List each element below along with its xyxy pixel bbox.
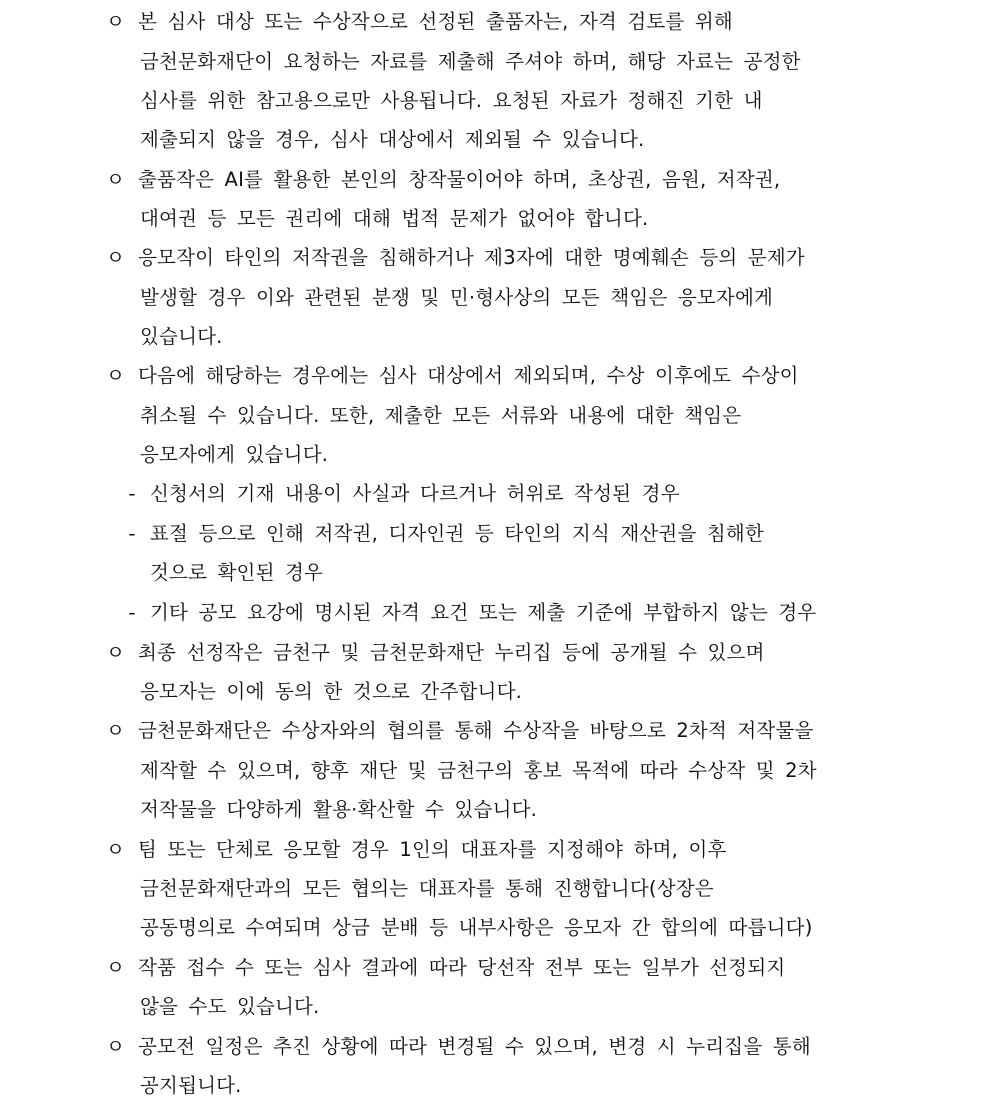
bullet-marker: ㅇ [106,641,126,664]
line-text: 대여권 등 모든 권리에 대해 법적 문제가 없어야 합니다. [140,207,649,230]
line-text: 공모전 일정은 추진 상황에 따라 변경될 수 있으며, 변경 시 누리집을 통해 [138,1035,811,1058]
bullet-marker: ㅇ [106,364,126,387]
dash-marker: - [128,482,136,505]
line-text: 취소될 수 있습니다. 또한, 제출한 모든 서류와 내용에 대한 책임은 [140,404,742,427]
line-text: 다음에 해당하는 경우에는 심사 대상에서 제외되며, 수상 이후에도 수상이 [138,364,799,387]
line-text: 표절 등으로 인해 저작권, 디자인권 등 타인의 지식 재산권을 침해한 [150,522,764,545]
line-text: 있습니다. [140,325,223,348]
line-text: 작품 접수 수 또는 심사 결과에 따라 당선작 전부 또는 일부가 선정되지 [138,956,786,979]
bullet-marker: ㅇ [106,719,126,742]
line-text: 신청서의 기재 내용이 사실과 다르거나 허위로 작성된 경우 [150,482,680,505]
line-text: 금천문화재단과의 모든 협의는 대표자를 통해 진행합니다(상장은 [140,877,714,900]
bullet-marker: ㅇ [106,10,126,33]
line-text: 출품작은 AI를 활용한 본인의 창작물이어야 하며, 초상권, 음원, 저작권, [138,168,781,191]
line-text: 공동명의로 수여되며 상금 분배 등 내부사항은 응모자 간 합의에 따릅니다) [140,916,813,939]
line-text: 금천문화재단이 요청하는 자료를 제출해 주셔야 하며, 해당 자료는 공정한 [140,50,801,73]
line-text: 금천문화재단은 수상자와의 협의를 통해 수상작을 바탕으로 2차적 저작물을 [138,719,814,742]
line-text: 공지됩니다. [140,1074,242,1097]
dash-marker: - [128,601,136,624]
line-text: 기타 공모 요강에 명시된 자격 요건 또는 제출 기준에 부합하지 않는 경우 [150,601,817,624]
line-text: 않을 수도 있습니다. [140,995,320,1018]
line-text: 본 심사 대상 또는 수상작으로 선정된 출품자는, 자격 검토를 위해 [138,10,733,33]
line-text: 심사를 위한 참고용으로만 사용됩니다. 요청된 자료가 정해진 기한 내 [140,89,763,112]
line-text: 응모자에게 있습니다. [140,443,329,466]
line-text: 응모자는 이에 동의 한 것으로 간주합니다. [140,680,523,703]
line-text: 팀 또는 단체로 응모할 경우 1인의 대표자를 지정해야 하며, 이후 [138,838,727,861]
bullet-marker: ㅇ [106,246,126,269]
line-text: 제출되지 않을 경우, 심사 대상에서 제외될 수 있습니다. [140,128,645,151]
line-text: 제작할 수 있으며, 향후 재단 및 금천구의 홍보 목적에 따라 수상작 및 2차 [140,759,817,782]
line-text: 저작물을 다양하게 활용·확산할 수 있습니다. [140,798,538,821]
bullet-marker: ㅇ [106,168,126,191]
bullet-marker: ㅇ [106,956,126,979]
line-text: 것으로 확인된 경우 [150,561,324,584]
bullet-marker: ㅇ [106,838,126,861]
line-text: 발생할 경우 이와 관련된 분쟁 및 민·형사상의 모든 책임은 응모자에게 [140,286,774,309]
line-text: 응모작이 타인의 저작권을 침해하거나 제3자에 대한 명예훼손 등의 문제가 [138,246,805,269]
line-text: 최종 선정작은 금천구 및 금천문화재단 누리집 등에 공개될 수 있으며 [138,641,765,664]
dash-marker: - [128,522,136,545]
bullet-marker: ㅇ [106,1035,126,1058]
